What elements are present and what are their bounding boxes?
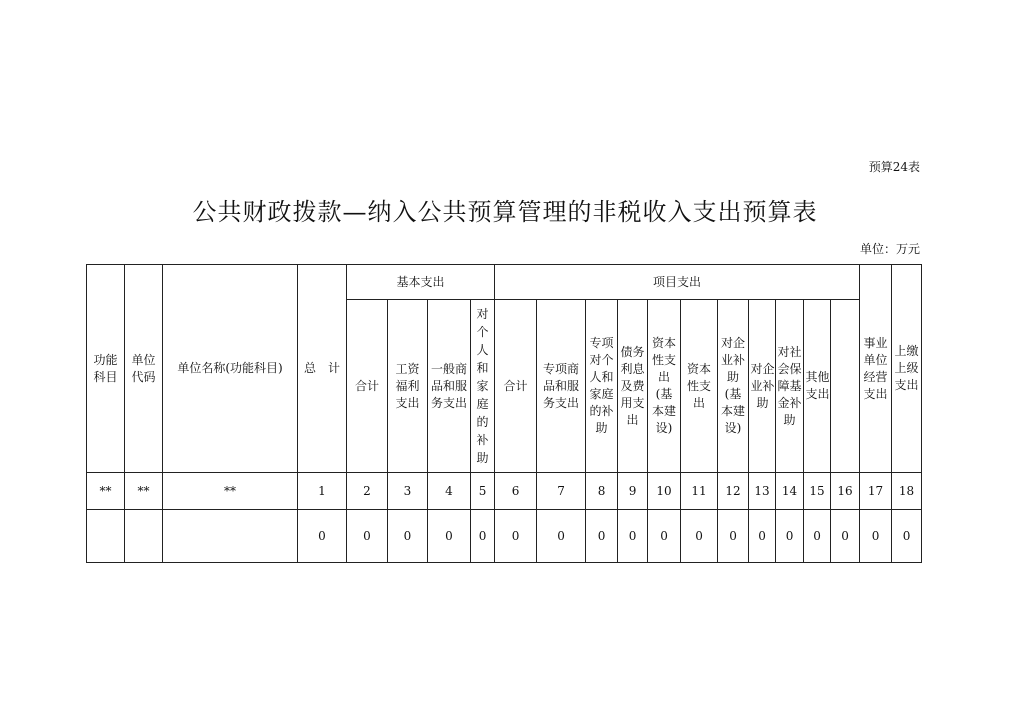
data-cell: 0 (804, 510, 831, 563)
index-cell: 14 (776, 473, 804, 510)
unit-label: 单位：万元 (859, 242, 920, 256)
data-cell: 0 (618, 510, 648, 563)
index-cell: 10 (648, 473, 681, 510)
data-cell (125, 510, 163, 563)
index-cell: 17 (860, 473, 892, 510)
data-cell: 0 (428, 510, 471, 563)
index-cell: ** (163, 473, 298, 510)
header-unit-code: 单位代码 (125, 265, 163, 473)
index-cell: 7 (537, 473, 586, 510)
budget-table (86, 264, 922, 563)
header-personal-basic: 对个人和家庭的补助 (471, 300, 495, 473)
header-project-sum: 合计 (495, 300, 537, 473)
header-upper-expenditure: 上缴上级支出 (892, 265, 922, 473)
form-number: 预算24表 (868, 160, 920, 174)
index-cell: 6 (495, 473, 537, 510)
index-cell: ** (125, 473, 163, 510)
header-business-expenditure: 事业单位经营支出 (860, 265, 892, 473)
index-cell: 12 (718, 473, 749, 510)
data-cell: 0 (860, 510, 892, 563)
header-capital: 资本性支出 (681, 300, 718, 473)
index-cell: 16 (831, 473, 860, 510)
data-cell: 0 (718, 510, 749, 563)
index-cell: 8 (586, 473, 618, 510)
data-row (87, 510, 922, 563)
data-cell: 0 (388, 510, 428, 563)
data-cell: 0 (776, 510, 804, 563)
header-other: 其他支出 (804, 300, 831, 473)
data-cell: 0 (749, 510, 776, 563)
header-enterprise: 对企业补助 (749, 300, 776, 473)
data-cell: 0 (648, 510, 681, 563)
index-cell: ** (87, 473, 125, 510)
header-project-expenditure: 项目支出 (495, 265, 860, 300)
index-cell: 18 (892, 473, 922, 510)
index-cell: 15 (804, 473, 831, 510)
index-row (87, 473, 922, 510)
header-wage: 工资福利支出 (388, 300, 428, 473)
header-social: 对社会保障基金补助 (776, 300, 804, 473)
index-cell: 4 (428, 473, 471, 510)
data-cell: 0 (298, 510, 347, 563)
header-goods-basic: 一般商品和服务支出 (428, 300, 471, 473)
header-basic-expenditure: 基本支出 (347, 265, 495, 300)
index-cell: 5 (471, 473, 495, 510)
data-cell: 0 (681, 510, 718, 563)
data-cell: 0 (347, 510, 388, 563)
data-cell: 0 (537, 510, 586, 563)
header-basic-sum: 合计 (347, 300, 388, 473)
index-cell: 1 (298, 473, 347, 510)
header-debt: 债务利息及费用支出 (618, 300, 648, 473)
page-title: 公共财政拨款—纳入公共预算管理的非税收入支出预算表 (192, 198, 818, 226)
header-enterprise-build: 对企业补助(基本建设) (718, 300, 749, 473)
index-cell: 3 (388, 473, 428, 510)
data-cell: 0 (892, 510, 922, 563)
header-func-subject: 功能科目 (87, 265, 125, 473)
index-cell: 13 (749, 473, 776, 510)
header-total: 总 计 (298, 265, 347, 473)
header-personal-project: 专项对个人和家庭的补助 (586, 300, 618, 473)
index-cell: 11 (681, 473, 718, 510)
index-cell: 2 (347, 473, 388, 510)
data-cell (163, 510, 298, 563)
data-cell: 0 (495, 510, 537, 563)
data-cell: 0 (586, 510, 618, 563)
index-cell: 9 (618, 473, 648, 510)
data-cell (87, 510, 125, 563)
data-cell: 0 (471, 510, 495, 563)
header-capital-build: 资本性支出(基本建设) (648, 300, 681, 473)
data-cell: 0 (831, 510, 860, 563)
header-goods-project: 专项商品和服务支出 (537, 300, 586, 473)
header-unit-name: 单位名称(功能科目) (163, 265, 298, 473)
